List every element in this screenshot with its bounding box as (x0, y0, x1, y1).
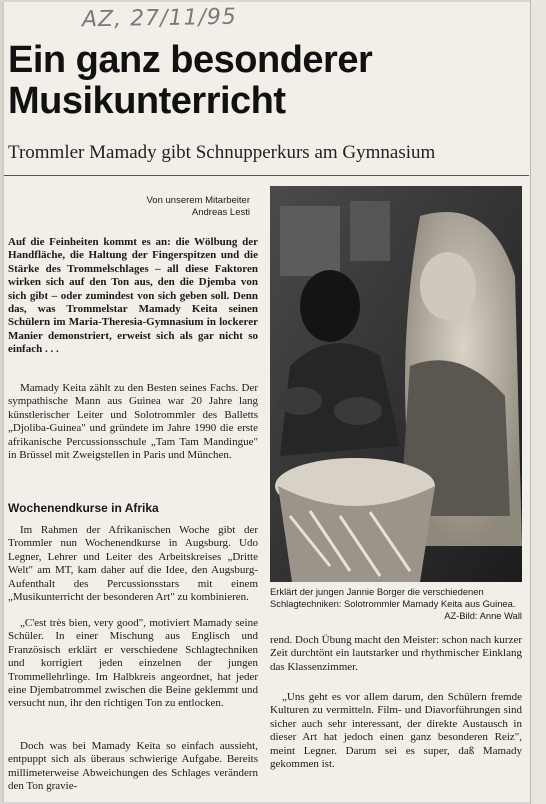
headline-line-1: Ein ganz besonderer (8, 39, 373, 81)
byline-author: Andreas Lesti (191, 207, 250, 218)
photo-credit: AZ-Bild: Anne Wall (444, 609, 522, 621)
headline (8, 40, 518, 122)
headline-rule (4, 175, 529, 176)
right-paragraph-2: „Uns geht es vor allem darum, den Schülern fremde Kulturen zu vermitteln. Film- und Diavorführungen sind sicher auch sehr interessant, der direkte Austausch in dieser Art hat jedoch einen ganz besonderen Reiz", meint Legner. Darum sei es super, daß Mamady gekommen ist. (270, 691, 522, 771)
right-paragraph-1: rend. Doch Übung macht den Meister: schon nach kurzer Zeit durchtönt ein lautstarker und rhythmischer Einklang das Klassenzimmer. (270, 634, 523, 673)
adjacent-page-strip (530, 0, 546, 804)
byline (60, 195, 250, 219)
subheadline: Trommler Mamady gibt Schnupperkurs am Gymnasium (8, 142, 436, 163)
news-photo (270, 186, 522, 582)
caption-text: Erklärt der jungen Jannie Borger die verschiedenen Schlagtechniken: Solotrommler Mamady Keita aus Guinea. (270, 586, 516, 609)
byline-line-1: Von unserem Mitarbeiter (146, 195, 250, 206)
photo-caption (270, 586, 522, 621)
photo-drummers-illustration (270, 186, 522, 582)
headline-line-2: Musikunterricht (8, 80, 286, 122)
handwritten-date: AZ, 27/11/95 (81, 4, 238, 33)
paragraph-2: Mamady Keita zählt zu den Besten seines Fachs. Der sympathische Mann aus Guinea war 20 Jahre lang künstlerischer Leiter und Solotrommler des Balletts „Djoliba-Guinea" und gründete im Jahre 1990 die erste afrikanische Percussionsschule „Tam Tam Mandingue" in Brüssel mit Zweigstellen in Paris und München. (8, 382, 258, 462)
paragraph-3: Im Rahmen der Afrikanischen Woche gibt der Trommler nun Wochenendkurse in Augsburg. Udo Legner, Lehrer und Leiter des Arbeitskreises „Dritte Welt" am MT, kam daher auf die Idee, den Augsburg-Aufenthalt des Percussionsstars mit einem „Musikunterricht der besonderen Art" zu kombinieren. (8, 524, 258, 604)
lead-paragraph: Auf die Feinheiten kommt es an: die Wölbung der Handfläche, die Haltung der Fingerspitzen und die Stärke des Trommelschlages – all diese Faktoren wirken sich auf den Ton aus, den die Djemba von sich gibt – oder zumindest von sich geben soll. Denn das, was Trommelstar Mamady Keita seinen Schülern im Maria-Theresia-Gymnasium in lockerer Manier demonstriert, erweist sich als gar nicht so einfach . . . (8, 236, 258, 356)
paragraph-4: „C'est très bien, very good", motiviert Mamady seine Schüler. In einer Mischung aus Englisch und Französisch erklärt er verschiedene Schlagtechniken und korrigiert jeden einzelnen der jungen Trommellehrlinge. Im Halbkreis angeordnet, hat jeder eine Djembatrommel zwischen die Beine geklemmt und versucht nun, ihr den richtigen Ton zu entlocken. (8, 617, 258, 710)
section-subheading: Wochenendkurse in Afrika (8, 501, 159, 515)
paragraph-5: Doch was bei Mamady Keita so einfach aussieht, entpuppt sich als überaus schwierige Aufgabe. Bereits millimeterweise Abweichungen des Schlages verändern den Ton gravie- (8, 740, 258, 793)
